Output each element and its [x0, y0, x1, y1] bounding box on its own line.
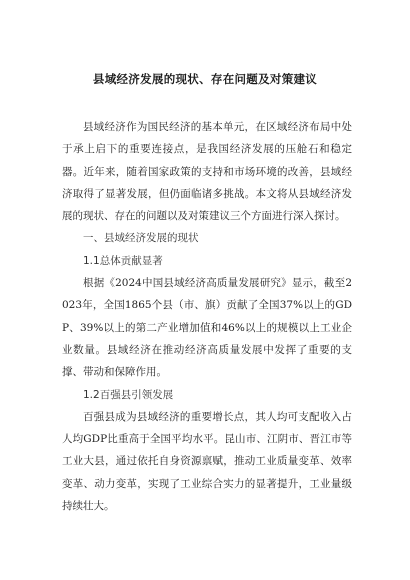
intro-paragraph: 县域经济作为国民经济的基本单元，在区域经济布局中处于承上启下的重要连接点，是我国经济发展的压舱石和稳定器。近年来，随着国家政策的支持和市场环境的改善，县域经济取得了显著发展，但仍面临诸多挑战。本文将从县域经济发展的现状、存在的问题以及对策建议三个方面进行深入探讨。: [62, 121, 352, 223]
document-body: [62, 116, 352, 517]
document-title: 县域经济发展的现状、存在问题及对策建议: [92, 72, 318, 86]
overall-contribution-paragraph: 根据《2024中国县域经济高质量发展研究》显示，截至2023年，全国1865个县（市、旗）贡献了全国37%以上的GDP、39%以上的第二产业增加值和46%以上的规模以上工业企业数量。县域经济在推动经济高质量发展中发挥了重要的支撑、带动和保障作用。: [62, 277, 352, 379]
top-counties-paragraph: 百强县成为县域经济的重要增长点，其人均可支配收入占人均GDP比重高于全国平均水平。昆山市、江阴市、晋江市等工业大县，通过依托自身资源禀赋，推动工业质量变革、效率变革、动力变革，实现了工业综合实力的显著提升，工业量级持续壮大。: [62, 410, 352, 513]
section-heading-current-status: 一、县域经济发展的现状: [83, 232, 199, 245]
subsection-heading-top-counties: 1.2百强县引领发展: [83, 388, 174, 401]
subsection-heading-overall-contribution: 1.1总体贡献显著: [83, 254, 163, 267]
